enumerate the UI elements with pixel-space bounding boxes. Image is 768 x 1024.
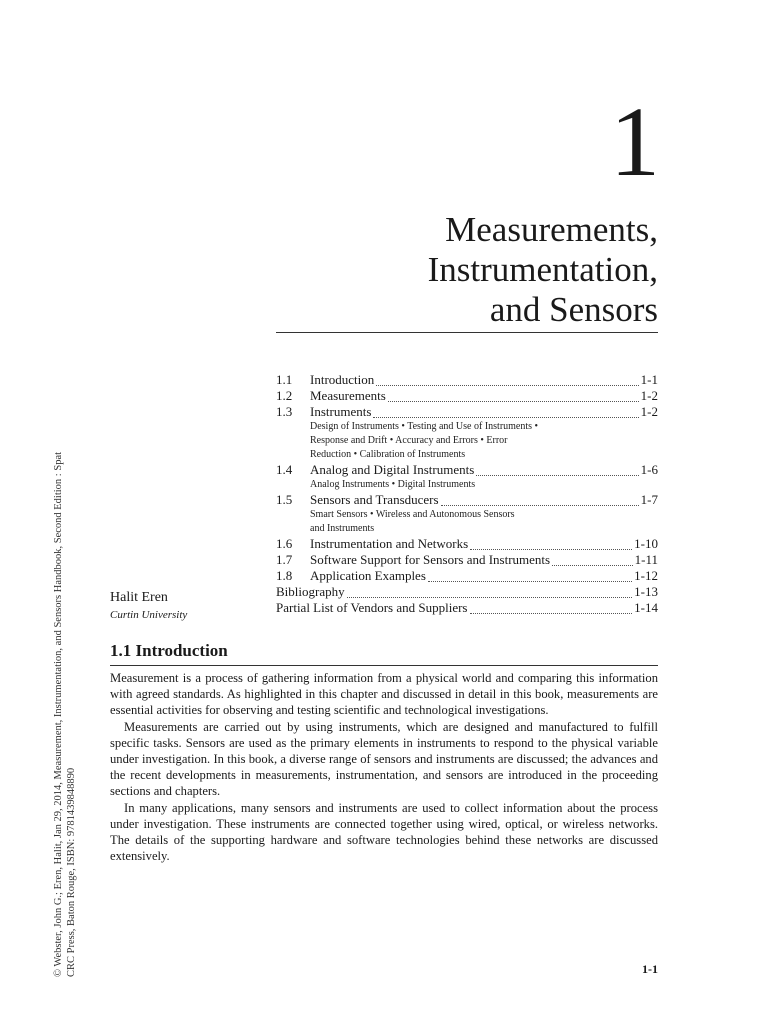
toc-subtopic-line: and Instruments	[310, 523, 375, 534]
toc-dot-leader	[552, 555, 633, 566]
toc-entry-label: Bibliography	[276, 584, 345, 599]
toc-entry	[276, 584, 658, 600]
chapter-title-line: and Sensors	[489, 290, 658, 329]
toc-subtopic-line: Smart Sensors • Wireless and Autonomous Sensors	[310, 509, 515, 520]
section-divider	[110, 665, 658, 666]
toc-entry	[276, 568, 658, 584]
toc-entry	[276, 536, 658, 552]
toc-dot-leader	[441, 495, 639, 506]
toc-entry-page: 1-7	[640, 492, 658, 507]
toc-entry-label: Instruments	[310, 404, 372, 419]
section-heading: 1.1 Introduction	[110, 641, 228, 660]
toc-entry-label: Sensors and Transducers	[310, 492, 439, 507]
toc-subtopic-line: Design of Instruments • Testing and Use of Instruments •	[310, 421, 539, 432]
toc-entry-label: Introduction	[310, 372, 375, 387]
toc-entry-label: Instrumentation and Networks	[310, 536, 469, 551]
author-block	[110, 590, 187, 622]
toc-entry	[276, 372, 658, 388]
toc-dot-leader	[470, 539, 632, 550]
toc-entry	[276, 388, 658, 404]
toc-entry-number: 1.4	[276, 462, 293, 477]
toc-dot-leader	[470, 603, 633, 614]
toc-dot-leader	[376, 375, 638, 386]
publisher-line: CRC Press, Baton Rouge, ISBN: 9781439848890	[66, 767, 77, 977]
chapter-number: 1	[610, 86, 660, 197]
toc-entry-page: 1-1	[640, 372, 658, 387]
copyright-strip	[52, 277, 78, 977]
toc-entry-label: Application Examples	[310, 568, 426, 583]
paragraph: In many applications, many sensors and instruments are used to collect information about the process under investigation. These instruments are connected together using wired, optical, or wireless networks. The details of the supporting hardware and software technologies behind these networks are discussed extensively.	[110, 800, 658, 864]
toc-subtopics	[276, 420, 658, 462]
toc-entry	[276, 462, 658, 478]
toc-entry	[276, 552, 658, 568]
author-name: Halit Eren	[110, 590, 168, 605]
toc-entry-page: 1-10	[634, 536, 658, 551]
toc-entry-page: 1-11	[634, 552, 658, 567]
toc-dot-leader	[347, 587, 633, 598]
toc-entry-page: 1-13	[634, 584, 658, 599]
table-of-contents	[276, 372, 658, 616]
toc-entry	[276, 492, 658, 508]
toc-subtopics	[276, 508, 658, 536]
toc-entry-page: 1-6	[640, 462, 658, 477]
toc-subtopic-line: Response and Drift • Accuracy and Errors • Error	[310, 435, 508, 446]
toc-entry-label: Measurements	[310, 388, 386, 403]
toc-entry-label: Software Support for Sensors and Instruments	[310, 552, 551, 567]
chapter-title-line: Measurements,	[445, 210, 658, 249]
page-number: 1-1	[642, 962, 658, 976]
toc-subtopic-line: Reduction • Calibration of Instruments	[310, 449, 466, 460]
paragraph: Measurement is a process of gathering information from a physical world and comparing this information with agreed standards. As highlighted in this chapter and discussed in detail in this book, measurements are essential activities for observing and testing scientific and technological investigations.	[110, 671, 658, 718]
toc-dot-leader	[428, 571, 632, 582]
toc-subtopic-line: Analog Instruments • Digital Instruments	[310, 479, 476, 490]
toc-subtopics	[276, 478, 658, 492]
toc-entry	[276, 404, 658, 420]
toc-entry-number: 1.6	[276, 536, 293, 551]
section-body	[110, 670, 658, 864]
toc-dot-leader	[388, 391, 639, 402]
toc-entry-page: 1-12	[634, 568, 658, 583]
chapter-title-line: Instrumentation,	[427, 250, 658, 289]
toc-entry-page: 1-2	[640, 404, 658, 419]
toc-entry-number: 1.2	[276, 388, 293, 403]
toc-entry-number: 1.7	[276, 552, 293, 567]
paragraph: Measurements are carried out by using instruments, which are designed and manufactured to fulfill specific tasks. Sensors are used as the primary elements in instruments to respond to the physical variable under investigation. In this book, a diverse range of sensors and instruments are discussed; the advances and the recent developments in measurements, instrumentation, and sensors are introduced in the proceeding sections and chapters.	[110, 719, 658, 799]
toc-entry	[276, 600, 658, 616]
toc-entry-page: 1-14	[634, 600, 658, 615]
toc-entry-label: Analog and Digital Instruments	[310, 462, 475, 477]
toc-entry-label: Partial List of Vendors and Suppliers	[276, 600, 468, 615]
copyright-line: © Webster, John G.; Eren, Halit, Jan 29, 2014, Measurement, Instrumentation, and Sensors Handbook, Second Edition : Spat	[53, 451, 64, 977]
toc-entry-number: 1.3	[276, 404, 293, 419]
toc-entry-number: 1.5	[276, 492, 293, 507]
chapter-title	[238, 210, 658, 330]
toc-dot-leader	[373, 407, 638, 418]
toc-entry-number: 1.8	[276, 568, 293, 583]
toc-entry-page: 1-2	[640, 388, 658, 403]
author-affiliation: Curtin University	[110, 609, 188, 621]
toc-entry-number: 1.1	[276, 372, 293, 387]
title-divider	[276, 332, 658, 333]
toc-dot-leader	[476, 465, 638, 476]
